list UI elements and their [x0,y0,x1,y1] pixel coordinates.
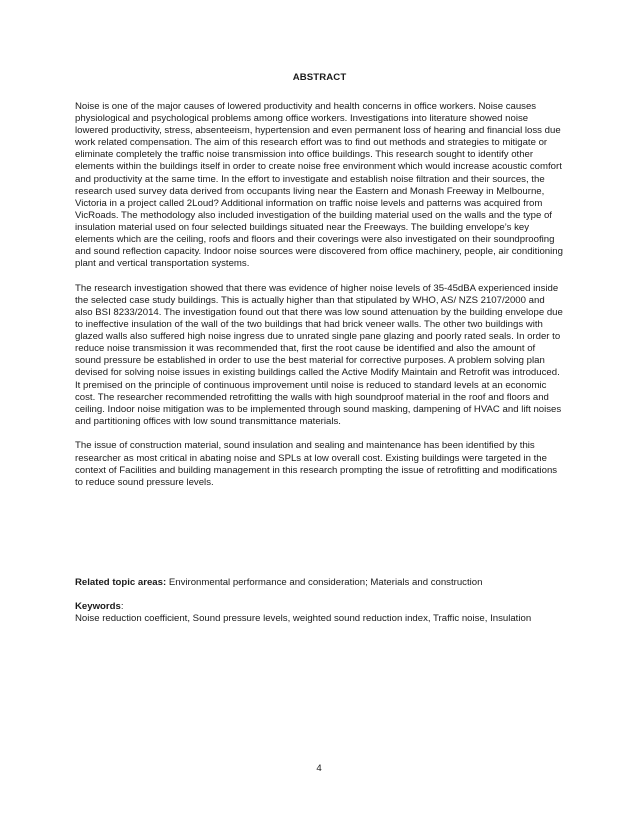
abstract-paragraph-1: Noise is one of the major causes of lowered productivity and health concerns in office workers. Noise causes physiological and psychological problems among office workers. Investigations into literature showed noise lowered productivity, stress, absenteeism, hypertension and even permanent loss of hearing and financial loss due work related compensation. The aim of this research effort was to find out methods and strategies to mitigate or eliminate completely the traffic noise transmission into office buildings. This research sought to identify other elements within the buildings itself in order to create noise free environment which would increase acoustic comfort and productivity at the same time. In the effort to investigate and establish noise filtration and their sources, the research used survey data derived from occupants living near the Eastern and Monash Freeway in Melbourne, Victoria in a project called 2Loud? Additional information on traffic noise levels and patterns was acquired from VicRoads. The methodology also included investigation of the building material used on the walls and the type of insulation material used on four selected buildings situated near the Freeways. The building envelope’s key elements which are the ceiling, roofs and floors and their coverings were also investigated on their soundproofing and sound reflection capacity. Indoor noise sources were discovered from office machinery, people, air conditioning plant and vertical transportation systems. [75,101,563,270]
blank-space [75,501,564,577]
page-number: 4 [316,763,322,774]
related-topic-areas [75,577,564,589]
keywords-list: Noise reduction coefficient, Sound pressure levels, weighted sound reduction index, Traffic noise, Insulation [75,613,532,625]
abstract-paragraph-2: The research investigation showed that there was evidence of higher noise levels of 35-45dBA experienced inside the selected case study buildings. This is actually higher than that stipulated by WHO, AS/ NZS 2107/2000 and also BSI 8233/2014. The investigation found out that there was low sound attenuation by the building envelope due to ineffective insulation of the wall of the two buildings that had brick veneer walls. The other two buildings with glazed walls also suffered high noise ingress due to unrated single pane glazing and poorly rated seals. In order to reduce noise transmission it was recommended that, first the root cause be identified and also the amount of sound pressure be established in order to use the best material for corrective purposes. A problem solving plan devised for solving noise issues in existing buildings called the Active Modify Maintain and Retrofit was introduced. It premised on the principle of continuous improvement until noise is reduced to standard levels at an economic cost. The researcher recommended retrofitting the walls with high soundproof material in the roof and floors and ceiling. Indoor noise mitigation was to be implemented through sound masking, dampening of HVAC and lift noises and partitioning offices with low sound transmittance materials. [75,282,563,427]
abstract-paragraph-3: The issue of construction material, sound insulation and sealing and maintenance has been identified by this researcher as most critical in abating noise and SPLs at low overall cost. Existing buildings were targeted in the context of Facilities and building management in this research prompting the issue of retrofitting and modifications to reduce sound pressure levels. [75,440,558,488]
keywords-heading [75,601,564,613]
keywords-label: Keywords [75,601,121,613]
related-topic-label: Related topic areas: [75,577,167,589]
abstract-heading: ABSTRACT [292,72,347,83]
abstract-section [75,72,564,625]
related-topic-text: Environmental performance and consideration; Materials and construction [166,577,483,589]
keywords-colon: : [120,601,124,613]
